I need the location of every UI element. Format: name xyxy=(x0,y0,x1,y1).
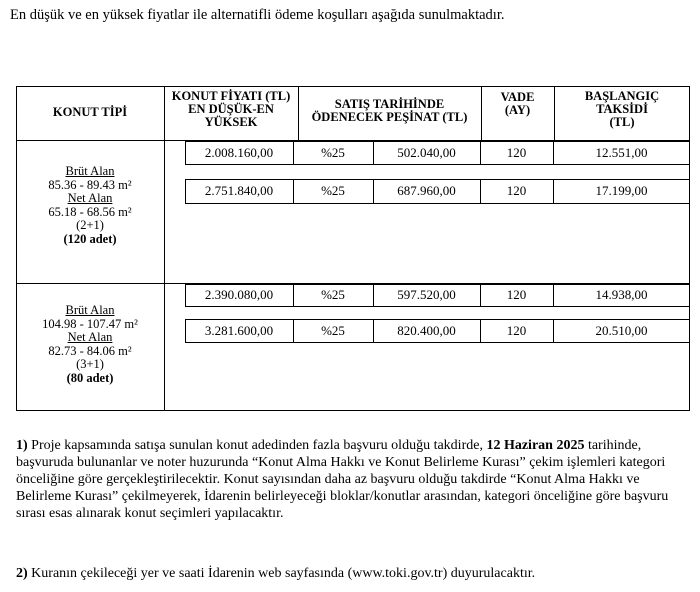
header-pesinat xyxy=(298,98,481,124)
oran-cell: %25 xyxy=(321,323,345,338)
taksit-cell: 17.199,00 xyxy=(595,183,648,198)
note-number: 2) xyxy=(16,566,28,581)
header-line: EN DÜŞÜK-EN xyxy=(188,102,274,116)
konut-tipi-group xyxy=(16,165,164,246)
fiyat-cell: 3.281.600,00 xyxy=(204,323,274,338)
fiyat-cell: 2.751.840,00 xyxy=(204,183,274,198)
kura-date: 12 Haziran 2025 xyxy=(486,438,585,453)
unit-count: (120 adet) xyxy=(63,231,117,246)
row-border xyxy=(185,319,690,320)
header-vade xyxy=(481,91,554,117)
room-type: (3+1) xyxy=(76,357,104,371)
konut-tipi-group xyxy=(16,304,164,385)
pesinat-cell: 687.960,00 xyxy=(397,183,456,198)
taksit-cell: 14.938,00 xyxy=(595,287,648,302)
row-border xyxy=(185,342,690,343)
brut-alan-label: Brüt Alan xyxy=(65,303,115,317)
table-border xyxy=(164,86,165,411)
note-number: 1) xyxy=(16,438,28,453)
note-text: tarihinde, başvuruda bulunanlar ve noter huzurunda “Konut Alma Hakkı ve Konut Belirleme Kurası” çekim işlemleri kategori önceliğine göre gerçekleştirilecektir. Konut sayısından daha az başvuru olduğu takdirde “Konut Alma Hakkı ve Belirleme Kurası” çekilmeyerek, İdarenin belirleyeceği bloklar/konutlar arasından, kategori önceliğine göre başvuru sırası esas alınarak konut seçimleri yapılacaktır. xyxy=(16,438,669,521)
net-alan-value: 65.18 - 68.56 m² xyxy=(48,204,132,219)
pesinat-cell: 820.400,00 xyxy=(397,323,456,338)
room-type: (2+1) xyxy=(76,218,104,232)
table-border xyxy=(16,410,690,411)
oran-cell: %25 xyxy=(321,145,345,160)
brut-alan-label: Brüt Alan xyxy=(65,164,115,178)
oran-cell: %25 xyxy=(321,287,345,302)
taksit-cell: 20.510,00 xyxy=(595,323,648,338)
header-line: ÖDENECEK PEŞİNAT (TL) xyxy=(311,110,468,124)
fiyat-cell: 2.008.160,00 xyxy=(204,145,274,160)
net-alan-value: 82.73 - 84.06 m² xyxy=(48,343,132,358)
header-taksit xyxy=(554,90,690,129)
header-line: BAŞLANGIÇ xyxy=(584,89,660,103)
vade-cell: 120 xyxy=(506,145,527,160)
header-line: SATIŞ TARİHİNDE xyxy=(334,97,445,111)
net-alan-label: Net Alan xyxy=(67,191,113,205)
fiyat-cell: 2.390.080,00 xyxy=(204,287,274,302)
pesinat-cell: 502.040,00 xyxy=(397,145,456,160)
header-line: TAKSİDİ xyxy=(596,102,648,116)
row-border xyxy=(185,164,690,165)
brut-alan-value: 85.36 - 89.43 m² xyxy=(48,177,132,192)
note-2 xyxy=(16,565,676,582)
taksit-cell: 12.551,00 xyxy=(595,145,648,160)
row-border xyxy=(185,141,690,142)
row-border xyxy=(185,179,690,180)
pesinat-cell: 597.520,00 xyxy=(397,287,456,302)
table-border xyxy=(16,86,690,87)
header-line: YÜKSEK xyxy=(204,115,258,129)
row-border xyxy=(185,306,690,307)
net-alan-label: Net Alan xyxy=(67,330,113,344)
unit-count: (80 adet) xyxy=(66,370,114,385)
intro-text: En düşük ve en yüksek fiyatlar ile alternatifli ödeme koşulları aşağıda sunulmaktadır. xyxy=(10,7,505,23)
note-text: Kuranın çekileceği yer ve saati İdarenin web sayfasında (www.toki.gov.tr) duyurulacaktır. xyxy=(27,566,536,581)
header-konut-fiyati xyxy=(164,90,298,129)
table-border xyxy=(689,86,690,411)
note-1 xyxy=(16,437,676,522)
oran-cell: %25 xyxy=(321,183,345,198)
brut-alan-value: 104.98 - 107.47 m² xyxy=(42,316,138,331)
vade-cell: 120 xyxy=(506,183,527,198)
header-line: VADE xyxy=(500,90,535,104)
header-line: (AY) xyxy=(504,103,531,117)
row-border xyxy=(185,203,690,204)
row-border xyxy=(185,284,690,285)
price-table xyxy=(16,86,690,411)
header-konut-tipi: KONUT TİPİ xyxy=(52,105,128,119)
header-line: KONUT FİYATI (TL) xyxy=(171,89,291,103)
vade-cell: 120 xyxy=(506,323,527,338)
note-text: Proje kapsamında satışa sunulan konut adedinden fazla başvuru olduğu takdirde, xyxy=(27,438,487,453)
header-line: (TL) xyxy=(609,115,635,129)
vade-cell: 120 xyxy=(506,287,527,302)
